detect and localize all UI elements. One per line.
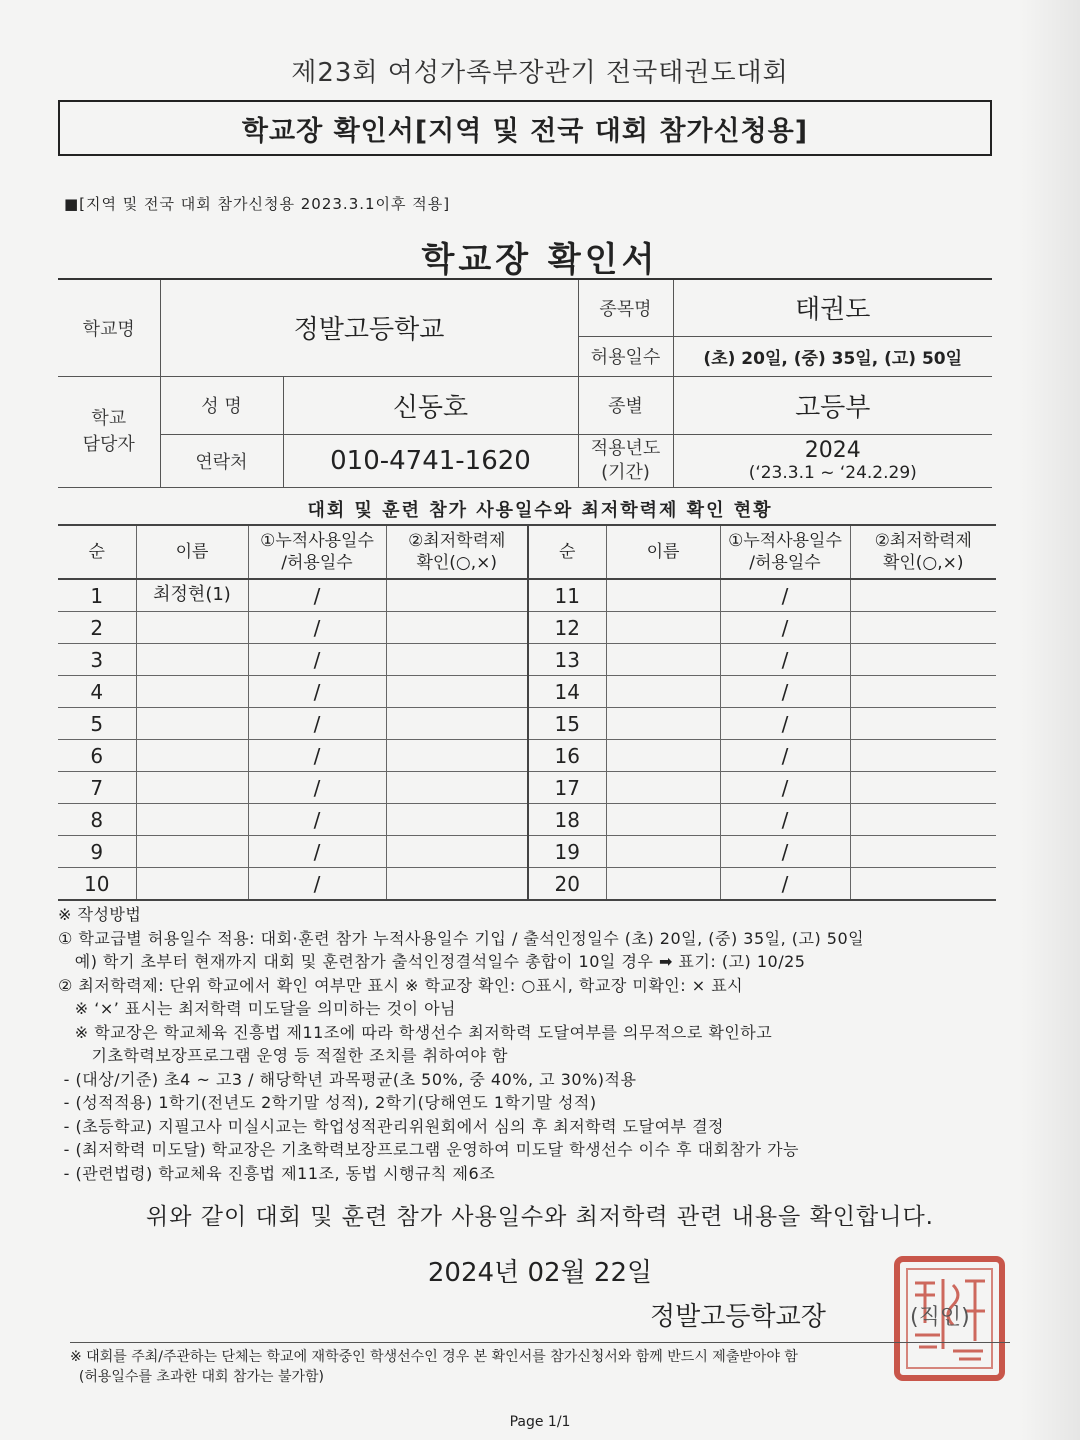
days-used: / <box>248 740 386 772</box>
school-info-table <box>58 278 992 488</box>
student-name <box>136 740 248 772</box>
sport-value: 태권도 <box>673 279 992 336</box>
period-value: (‘23.3.1 ~ ‘24.2.29) <box>748 463 917 483</box>
student-name <box>606 579 720 612</box>
row-number: 16 <box>528 740 606 772</box>
header-confirm: ②최저학력제 확인(○,×) <box>386 525 528 579</box>
year-value: 2024 <box>804 438 861 463</box>
student-name <box>606 676 720 708</box>
footer-note-line-1: ※ 대회를 주최/주관하는 단체는 학교에 재학중인 학생선수인 경우 본 확인서를 참가신청서와 함께 반드시 제출받아야 함 <box>70 1349 798 1365</box>
category-label: 종별 <box>578 376 673 434</box>
phone-label: 연락처 <box>160 434 283 487</box>
writing-instructions <box>58 903 998 1185</box>
name-value: 신동호 <box>283 376 578 434</box>
footer-note <box>70 1342 1010 1387</box>
row-number: 15 <box>528 708 606 740</box>
phone-value: 010-4741-1620 <box>283 434 578 487</box>
row-number: 8 <box>58 804 136 836</box>
usage-row <box>58 644 996 676</box>
instruction-line: 기초학력보장프로그램 운영 등 적절한 조치를 취하여야 함 <box>58 1046 508 1065</box>
academic-confirm <box>850 579 996 612</box>
usage-row <box>58 740 996 772</box>
row-number: 9 <box>58 836 136 868</box>
days-used: / <box>248 644 386 676</box>
instruction-line: ② 최저학력제: 단위 학교에서 확인 여부만 표시 ※ 학교장 확인: ○표시, 학교장 미확인: × 표시 <box>58 975 744 995</box>
row-number: 18 <box>528 804 606 836</box>
row-number: 6 <box>58 740 136 772</box>
allowed-days-label: 허용일수 <box>578 336 673 376</box>
days-used: / <box>720 740 850 772</box>
usage-table <box>58 524 996 901</box>
usage-row <box>58 676 996 708</box>
row-number: 3 <box>58 644 136 676</box>
student-name <box>606 804 720 836</box>
academic-confirm <box>386 804 528 836</box>
days-used: / <box>248 676 386 708</box>
school-name-value: 정발고등학교 <box>160 279 578 376</box>
usage-row <box>58 804 996 836</box>
header-name: 이름 <box>606 525 720 579</box>
academic-confirm <box>850 772 996 804</box>
academic-confirm <box>386 676 528 708</box>
academic-confirm <box>386 612 528 644</box>
days-used: / <box>248 868 386 901</box>
student-name: 최정현(1) <box>136 579 248 612</box>
days-used: / <box>720 804 850 836</box>
instruction-line: ※ 작성방법 <box>58 905 142 924</box>
student-name <box>136 676 248 708</box>
sport-label: 종목명 <box>578 279 673 336</box>
days-used: / <box>720 612 850 644</box>
days-used: / <box>248 708 386 740</box>
instruction-line: - (성적적용) 1학기(전년도 2학기말 성적), 2학기(당해연도 1학기말 성적) <box>58 1093 597 1112</box>
row-number: 12 <box>528 612 606 644</box>
student-name <box>606 836 720 868</box>
days-used: / <box>720 676 850 708</box>
usage-row <box>58 579 996 612</box>
principal-name: 정발고등학교장 <box>650 1302 826 1332</box>
header-confirm: ②최저학력제 확인(○,×) <box>850 525 996 579</box>
student-name <box>136 868 248 901</box>
row-number: 17 <box>528 772 606 804</box>
academic-confirm <box>386 868 528 901</box>
student-name <box>606 708 720 740</box>
header-days: ①누적사용일수 /허용일수 <box>720 525 850 579</box>
academic-confirm <box>386 644 528 676</box>
header-name: 이름 <box>136 525 248 579</box>
contact-person-label: 학교 담당자 <box>58 376 160 487</box>
academic-confirm <box>850 612 996 644</box>
usage-table-body <box>58 579 996 900</box>
form-title-box <box>58 100 992 156</box>
usage-header-row <box>58 525 996 579</box>
form-title: 학교장 확인서[지역 및 전국 대회 참가신청용] <box>241 115 809 147</box>
academic-confirm <box>850 740 996 772</box>
row-number: 2 <box>58 612 136 644</box>
days-used: / <box>248 804 386 836</box>
year-cell <box>673 434 992 487</box>
usage-subheading: 대회 및 훈련 참가 사용일수와 최저학력제 확인 현황 <box>307 500 773 521</box>
days-used: / <box>248 612 386 644</box>
instruction-line: - (관련법령) 학교체육 진흥법 제11조, 동법 시행규칙 제6조 <box>58 1163 496 1183</box>
instruction-line: ※ 학교장은 학교체육 진흥법 제11조에 따라 학생선수 최저학력 도달여부를 의무적으로 확인하고 <box>58 1022 773 1042</box>
usage-row <box>58 868 996 901</box>
student-name <box>136 836 248 868</box>
academic-confirm <box>386 740 528 772</box>
days-used: / <box>720 644 850 676</box>
student-name <box>136 772 248 804</box>
name-label: 성 명 <box>160 376 283 434</box>
academic-confirm <box>850 708 996 740</box>
days-used: / <box>720 579 850 612</box>
days-used: / <box>720 868 850 901</box>
row-number: 4 <box>58 676 136 708</box>
seal-label: (직인) <box>910 1305 970 1330</box>
instruction-line: - (최저학력 미도달) 학교장은 기초학력보장프로그램 운영하여 미도달 학생선수 이수 후 대회참가 가능 <box>58 1140 799 1159</box>
year-label: 적용년도 (기간) <box>578 434 673 487</box>
header-no: 순 <box>58 525 136 579</box>
student-name <box>606 612 720 644</box>
academic-confirm <box>850 804 996 836</box>
student-name <box>136 804 248 836</box>
academic-confirm <box>850 836 996 868</box>
student-name <box>136 644 248 676</box>
student-name <box>136 708 248 740</box>
usage-row <box>58 772 996 804</box>
days-used: / <box>720 836 850 868</box>
academic-confirm <box>386 772 528 804</box>
row-number: 19 <box>528 836 606 868</box>
row-number: 11 <box>528 579 606 612</box>
page-number: Page 1/1 <box>509 1414 571 1430</box>
row-number: 13 <box>528 644 606 676</box>
usage-row <box>58 836 996 868</box>
row-number: 1 <box>58 579 136 612</box>
instruction-line: - (대상/기준) 초4 ~ 고3 / 해당학년 과목평균(초 50%, 중 40%, 고 30%)적용 <box>58 1069 637 1089</box>
student-name <box>606 868 720 901</box>
days-used: / <box>248 579 386 612</box>
row-number: 20 <box>528 868 606 901</box>
footer-note-line-2: (허용일수를 초과한 대회 참가는 불가함) <box>70 1369 325 1385</box>
instruction-line: ※ ‘×’ 표시는 최저학력 미도달을 의미하는 것이 아님 <box>58 999 457 1018</box>
usage-row <box>58 612 996 644</box>
days-used: / <box>720 708 850 740</box>
school-name-label: 학교명 <box>58 279 160 376</box>
issue-date: 2024년 02월 22일 <box>427 1258 653 1288</box>
days-used: / <box>248 836 386 868</box>
allowed-days-value: (초) 20일, (중) 35일, (고) 50일 <box>673 336 992 376</box>
student-name <box>606 740 720 772</box>
applicability-note: ■[지역 및 전국 대회 참가신청용 2023.3.1이후 적용] <box>64 195 451 213</box>
usage-row <box>58 708 996 740</box>
academic-confirm <box>386 836 528 868</box>
category-value: 고등부 <box>673 376 992 434</box>
days-used: / <box>248 772 386 804</box>
row-number: 7 <box>58 772 136 804</box>
header-no: 순 <box>528 525 606 579</box>
days-used: / <box>720 772 850 804</box>
row-number: 10 <box>58 868 136 901</box>
student-name <box>606 644 720 676</box>
confirmation-statement: 위와 같이 대회 및 훈련 참가 사용일수와 최저학력 관련 내용을 확인합니다. <box>146 1204 934 1230</box>
instruction-line: ① 학교급별 허용일수 적용: 대회·훈련 참가 누적사용일수 기입 / 출석인정일수 (초) 20일, (중) 35일, (고) 50일 <box>58 928 865 948</box>
document-title: 학교장 확인서 <box>421 240 659 280</box>
student-name <box>136 612 248 644</box>
academic-confirm <box>850 868 996 901</box>
student-name <box>606 772 720 804</box>
event-title: 제23회 여성가족부장관기 전국태권도대회 <box>291 58 789 88</box>
academic-confirm <box>850 676 996 708</box>
academic-confirm <box>850 644 996 676</box>
instruction-line: 예) 학기 초부터 현재까지 대회 및 훈련참가 출석인정결석일수 총합이 10일 경우 ➡ 표기: (고) 10/25 <box>58 952 806 971</box>
header-days: ①누적사용일수 /허용일수 <box>248 525 386 579</box>
row-number: 14 <box>528 676 606 708</box>
instruction-line: - (초등학교) 지필고사 미실시교는 학업성적관리위원회에서 심의 후 최저학력 도달여부 결정 <box>58 1116 724 1136</box>
academic-confirm <box>386 708 528 740</box>
row-number: 5 <box>58 708 136 740</box>
academic-confirm <box>386 579 528 612</box>
